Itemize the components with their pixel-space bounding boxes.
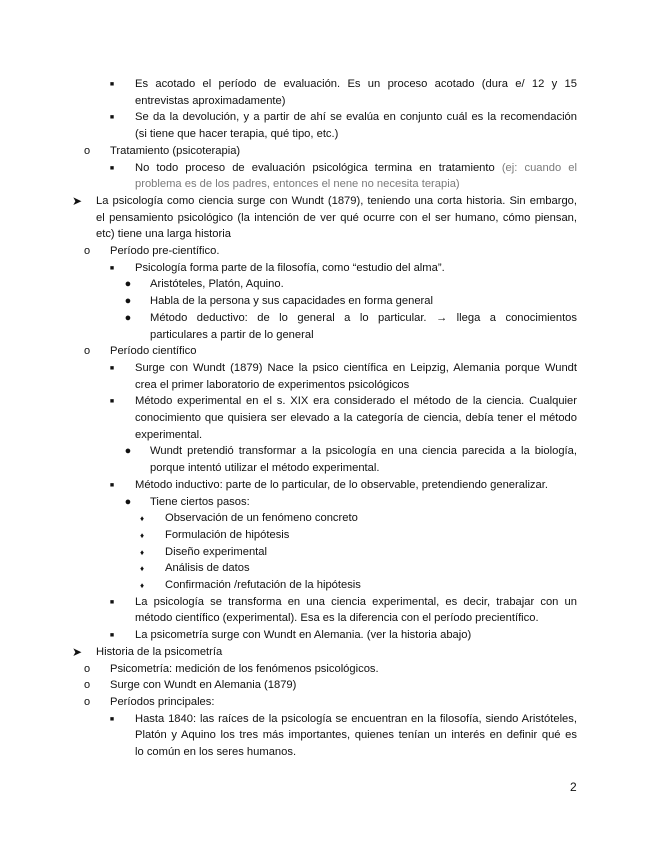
line-text-main: crea el primer laboratorio de experimentos psicológicos xyxy=(135,379,410,391)
list-bullet-icon: ■ xyxy=(109,81,115,88)
text-line xyxy=(0,443,655,460)
text-line xyxy=(0,193,655,210)
line-text-main: Método deductivo: de lo general a lo particular. → llega a conocimientos xyxy=(150,312,577,324)
list-bullet-icon: ■ xyxy=(109,365,115,372)
line-text-main: experimental. xyxy=(135,429,203,441)
list-bullet-icon: ■ xyxy=(109,265,115,272)
line-text-main: método científico (experimental). Esa es la diferencia con el período precientífico. xyxy=(135,612,539,624)
text-line xyxy=(0,510,655,527)
text-line xyxy=(0,677,655,694)
line-text xyxy=(110,343,196,360)
line-text xyxy=(150,327,314,344)
list-bullet-icon: ● xyxy=(124,295,132,307)
line-text-main: Observación de un fenómeno concreto xyxy=(165,512,358,524)
line-text xyxy=(135,410,577,427)
line-text-main: La psicología como ciencia surge con Wundt (1879), teniendo una corta historia. Sin embargo, xyxy=(96,195,577,207)
list-bullet-icon: ➤ xyxy=(71,194,83,208)
line-text xyxy=(110,243,219,260)
text-line xyxy=(0,460,655,477)
list-bullet-icon: ■ xyxy=(109,398,115,405)
line-text xyxy=(96,193,577,210)
line-text xyxy=(135,260,445,277)
line-text-main: Surge con Wundt (1879) Nace la psico científica en Leipzig, Alemania porque Wundt xyxy=(135,362,577,374)
line-text-main: Período científico xyxy=(110,345,197,357)
line-text-main: Confirmación /refutación de la hipótesis xyxy=(165,579,361,591)
line-text xyxy=(165,510,358,527)
line-text xyxy=(135,360,577,377)
line-text-main: etc) tiene una larga historia xyxy=(96,228,231,240)
text-line xyxy=(0,694,655,711)
line-text-main: La psicometría surge con Wundt en Alemania. (ver la historia abajo) xyxy=(135,629,472,641)
text-line xyxy=(0,544,655,561)
text-line xyxy=(0,644,655,661)
line-text xyxy=(135,109,577,126)
line-text xyxy=(110,143,240,160)
line-text-main: Tiene ciertos pasos: xyxy=(150,496,250,508)
text-line xyxy=(0,126,655,143)
line-text-main: Formulación de hipótesis xyxy=(165,529,290,541)
line-text xyxy=(135,744,296,761)
text-line xyxy=(0,577,655,594)
line-text-main: Método experimental en el s. XIX era considerado el método de la ciencia. Cualquier xyxy=(135,395,577,407)
page-number: 2 xyxy=(570,780,577,794)
line-text-main: Hasta 1840: las raíces de la psicología se encuentran en la filosofía, siendo Aristóteles, xyxy=(135,713,577,725)
line-text-main: porque intentó utilizar el método experimental. xyxy=(150,462,380,474)
list-bullet-icon: ♦ xyxy=(139,548,145,557)
text-line xyxy=(0,427,655,444)
text-line xyxy=(0,360,655,377)
line-text xyxy=(135,610,539,627)
line-text-main: La psicología se transforma en una ciencia experimental, es decir, trabajar con un xyxy=(135,596,577,608)
list-bullet-icon: ● xyxy=(124,445,132,457)
line-text xyxy=(135,93,285,110)
line-text xyxy=(135,477,548,494)
line-text xyxy=(135,727,577,744)
text-line xyxy=(0,343,655,360)
list-bullet-icon: o xyxy=(83,345,91,357)
text-line xyxy=(0,410,655,427)
list-bullet-icon: ■ xyxy=(109,165,115,172)
line-text-aside: problema es de los padres, entonces el nene no necesita terapia) xyxy=(135,178,460,190)
text-line xyxy=(0,109,655,126)
list-bullet-icon: ♦ xyxy=(139,581,145,590)
line-text-main: Período pre-científico. xyxy=(110,245,220,257)
text-line xyxy=(0,76,655,93)
text-line xyxy=(0,293,655,310)
text-line xyxy=(0,594,655,611)
text-line xyxy=(0,727,655,744)
line-text-main: No todo proceso de evaluación psicológica termina en tratamiento xyxy=(135,162,495,174)
text-line xyxy=(0,176,655,193)
list-bullet-icon: ♦ xyxy=(139,531,145,540)
list-bullet-icon: ♦ xyxy=(139,564,145,573)
line-text-main: lo común en los seres humanos. xyxy=(135,746,297,758)
line-text xyxy=(135,76,577,93)
line-text xyxy=(165,560,250,577)
line-text-main: Psicometría: medición de los fenómenos psicológicos. xyxy=(110,663,379,675)
list-bullet-icon: o xyxy=(83,679,91,691)
line-text-main: Wundt pretendió transformar a la psicología en una ciencia parecida a la biología, xyxy=(150,445,577,457)
line-text-main: Períodos principales: xyxy=(110,696,215,708)
line-text-main: Aristóteles, Platón, Aquino. xyxy=(150,278,284,290)
list-bullet-icon: ■ xyxy=(109,482,115,489)
line-text-main: Se da la devolución, y a partir de ahí se evalúa en conjunto cuál es la recomendación xyxy=(135,111,577,123)
text-line xyxy=(0,377,655,394)
list-bullet-icon: ♦ xyxy=(139,514,145,523)
line-text-main: conocimiento que quisiera ser elevado a la categoría de ciencia, debía tener el método xyxy=(135,412,577,424)
line-text-main: Diseño experimental xyxy=(165,546,267,558)
line-text xyxy=(135,427,202,444)
text-line xyxy=(0,276,655,293)
line-text xyxy=(135,594,577,611)
line-text-main: el pensamiento psicológico (la intención de ver qué ocurre con el ser humano, cómo piensan, xyxy=(96,212,577,224)
text-line xyxy=(0,243,655,260)
line-text-main: entrevistas aproximadamente) xyxy=(135,95,286,107)
text-line xyxy=(0,610,655,627)
line-text xyxy=(110,661,379,678)
line-text xyxy=(135,176,460,193)
line-text xyxy=(150,494,250,511)
line-text xyxy=(165,527,289,544)
text-line xyxy=(0,226,655,243)
line-text-main: particulares a partir de lo general xyxy=(150,329,314,341)
line-text xyxy=(150,460,379,477)
text-line xyxy=(0,260,655,277)
line-text xyxy=(150,293,433,310)
line-text xyxy=(135,711,577,728)
list-bullet-icon: o xyxy=(83,245,91,257)
line-text-main: Habla de la persona y sus capacidades en forma general xyxy=(150,295,433,307)
text-line xyxy=(0,661,655,678)
text-line xyxy=(0,310,655,327)
line-text xyxy=(135,627,471,644)
list-bullet-icon: ■ xyxy=(109,599,115,606)
line-text xyxy=(150,310,577,327)
line-text-main: Platón y Aquino los tres más importantes, quienes tenían un interés en definir qué es xyxy=(135,729,577,741)
line-text xyxy=(165,544,267,561)
line-text-main: Psicología forma parte de la filosofía, como “estudio del alma”. xyxy=(135,262,445,274)
line-text-main: (si tiene que hacer terapia, qué tipo, etc.) xyxy=(135,128,339,140)
list-bullet-icon: ■ xyxy=(109,716,115,723)
text-line xyxy=(0,711,655,728)
text-line xyxy=(0,527,655,544)
list-bullet-icon: o xyxy=(83,696,91,708)
text-line xyxy=(0,494,655,511)
line-text xyxy=(135,377,409,394)
text-line xyxy=(0,143,655,160)
list-bullet-icon: ■ xyxy=(109,114,115,121)
text-line xyxy=(0,210,655,227)
line-text-main: Es acotado el período de evaluación. Es un proceso acotado (dura e/ 12 y 15 xyxy=(135,78,577,90)
line-text xyxy=(150,276,284,293)
line-text xyxy=(96,226,231,243)
line-text xyxy=(96,644,222,661)
text-line xyxy=(0,744,655,761)
text-line xyxy=(0,327,655,344)
line-text xyxy=(165,577,361,594)
line-text xyxy=(135,160,577,177)
text-line xyxy=(0,477,655,494)
list-bullet-icon: ■ xyxy=(109,632,115,639)
line-text xyxy=(96,210,577,227)
list-bullet-icon: ● xyxy=(124,312,132,324)
line-text-main: Historia de la psicometría xyxy=(96,646,223,658)
line-text-main: Análisis de datos xyxy=(165,562,250,574)
text-line xyxy=(0,627,655,644)
list-bullet-icon: ● xyxy=(124,496,132,508)
text-line xyxy=(0,393,655,410)
list-bullet-icon: ● xyxy=(124,278,132,290)
line-text xyxy=(135,393,577,410)
line-text xyxy=(150,443,577,460)
line-text xyxy=(110,694,214,711)
list-bullet-icon: o xyxy=(83,663,91,675)
line-text xyxy=(110,677,296,694)
line-text-main: Surge con Wundt en Alemania (1879) xyxy=(110,679,297,691)
line-text-aside: (ej: cuando el xyxy=(501,162,577,174)
line-text xyxy=(135,126,338,143)
text-line xyxy=(0,93,655,110)
text-line xyxy=(0,560,655,577)
line-text-main: Método inductivo: parte de lo particular, de lo observable, pretendiendo generalizar. xyxy=(135,479,548,491)
line-text-main: Tratamiento (psicoterapia) xyxy=(110,145,241,157)
list-bullet-icon: o xyxy=(83,145,91,157)
list-bullet-icon: ➤ xyxy=(71,645,83,659)
text-line xyxy=(0,160,655,177)
